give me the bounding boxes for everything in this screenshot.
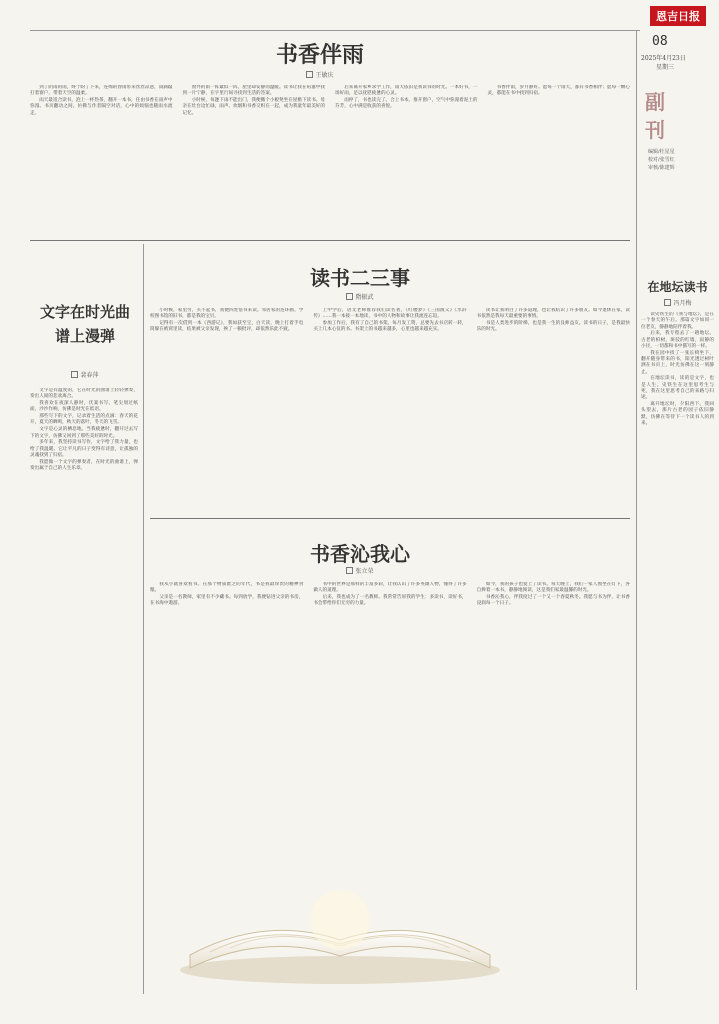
page-number: 08 <box>652 34 668 49</box>
article-title: 在地坛读书 <box>647 280 708 294</box>
article-author: 裴春萍 <box>40 370 130 379</box>
editor-credits <box>648 148 708 172</box>
article-title: 读书二三事 <box>310 266 410 290</box>
article-body: 我从小就喜欢看书。在那个物质匮乏的年代，书是我最珍贵的精神食粮。 父亲是一名教师，家里有不少藏书。每到放学，我便钻进父亲的书房，在书海中遨游。 书中的世界是那样的丰富多彩，让我认识了许多英雄人物，懂得了许多做人的道理。 后来，我也成为了一名教师。我常常告诉我的学生：多读书，读好书，书会带给你们无穷的力量。 如今，我的孩子也爱上了读书。每天晚上，我们一家人围坐在灯下，各自捧着一本书，静静地阅读，这是我们家最温馨的时光。 书香沁我心，伴我度过了一个又一个春夏秋冬。我愿与书为伴，让书香浸润每一个日子。 <box>150 582 630 607</box>
column-divider <box>143 244 144 994</box>
article-body: 到了阴雨的雨，终于盼了下来，连绵的春雨带来丝丝凉意，雨滴敲打着窗户，带着天空的温柔。 雨天最适合读书，泡上一杯热茶，翻开一本书，任由书香在雨声中弥漫。书页翻动之间，仿佛与作者隔空对话，心中的烦恼也随雨水流走。 窗外的雨一阵紧似一阵，屋里却安静而温暖。读书让我在喧嚣中找到一片宁静，在字里行间寻找到生活的答案。 小时候，每逢下雨不能出门，我便搬个小板凳坐在屋檐下读书。母亲在灶台边忙碌，雨声、炊烟和书香交织在一起，成为我童年最美好的记忆。 后来离开家乡求学工作，雨天依旧是我读书的时光。一本好书，一场好雨，足以抚慰疲惫的心灵。 雨停了，书也读完了。合上书本，推开窗户，空气中弥漫着泥土的芬芳，心中满是收获的喜悦。 书香伴雨，岁月静好。愿每一个雨天，都有书香相伴；愿每一颗心灵，都能在书中找到归宿。 <box>30 85 630 116</box>
open-book-illustration <box>170 860 510 990</box>
article-divider <box>30 240 630 241</box>
article-title: 文字在时光曲谱上漫弹 <box>40 303 131 345</box>
article-author: 张立荣 <box>330 566 390 575</box>
author-marker-icon <box>71 371 78 378</box>
article-divider <box>150 518 630 519</box>
article-author: 王敏庆 <box>280 70 360 79</box>
article-author: 冯月梅 <box>648 298 708 307</box>
issue-date: 2025年4月23日 <box>641 55 686 62</box>
editor-credit: 编辑/杜星星 <box>648 149 675 155</box>
proofreader-credit: 校对/张雪红 <box>648 157 675 163</box>
article-title: 书香伴雨 <box>275 42 364 68</box>
article-title: 书香沁我心 <box>310 542 410 566</box>
author-marker-icon <box>346 293 353 300</box>
article-body: 文字是有温度的，它在时光的曲谱上轻轻弹奏，奏出人间的悲欢离合。 我喜欢在夜深人静时，伏案书写。笔尖划过纸面，沙沙作响，仿佛是时光在低语。 那些写下的文字，记录着生活的点滴：春天的花开，夏天的蝉鸣，秋天的落叶，冬天的飞雪。 文字是心灵的栖息地。当我疲惫时，翻开过去写下的文字，仿佛又回到了那些美好的时光。 多年来，我坚持读书写作，文字给了我力量，也给了我温暖。它让平凡的日子变得有诗意，让孤独的灵魂找到了归宿。 我愿做一个文字的弹奏者，在时光的曲谱上，弹奏出属于自己的人生乐章。 <box>30 388 138 472</box>
author-marker-icon <box>664 299 671 306</box>
author-marker-icon <box>306 71 313 78</box>
header-divider <box>30 30 640 31</box>
issue-weekday: 星期三 <box>656 64 675 71</box>
section-title: 副刊 <box>645 90 665 142</box>
article-author: 隋振武 <box>320 292 400 301</box>
masthead-logo: 恩吉日报 <box>650 6 706 26</box>
article-body: 小时候，家里穷，买不起书，我便四处借书来读。邻居家的连环画、学校图书馆的旧书，都是我的宝贝。 记得有一次借到一本《西游记》，我如获至宝，白天读，晚上打着手电筒躲在被窝里读，结果被父亲发现，挨了一顿批评，却依然乐此不疲。 上中学后，语文老师推荐我们读名著，《红楼梦》《三国演义》《水浒传》……我一本接一本地读，书中的人物和故事让我流连忘返。 参加工作后，我有了自己的书架。每月发工资，总要先去书店转一转，买上几本心仪的书。书架上的书越来越多，心里也越来越充实。 读书让我明白了许多道理，也让我结识了许多朋友。如今退休在家，读书依然是我每天最重要的事情。 书是人类进步的阶梯，也是我一生的良师益友。读书的日子，是我最快乐的时光。 <box>150 308 630 333</box>
article-body: 读史铁生的《我与地坛》，是在一个春天的午后。那篇文字如同一位老友，静静地陪伴着我。 后来，我专程去了一趟地坛。古老的柏树，斑驳的红墙，寂静的小径，一切都和书中描写的一样。 我在园中找了一张长椅坐下，翻开随身带来的书，阳光透过树叶洒在书页上，时光仿佛在这一刻静止。 在地坛读书，读的是文字，也是人生。史铁生在这里思考生与死，我在这里思考自己的来路与归途。 离开地坛时，夕阳西下。我回头望去，那片古老的园子依旧静默，仿佛在等待下一个读书人的到来。 <box>641 312 714 427</box>
reviewer-credit: 审核/陈建辉 <box>648 165 675 171</box>
author-marker-icon <box>346 567 353 574</box>
sidebar-divider <box>636 30 637 990</box>
